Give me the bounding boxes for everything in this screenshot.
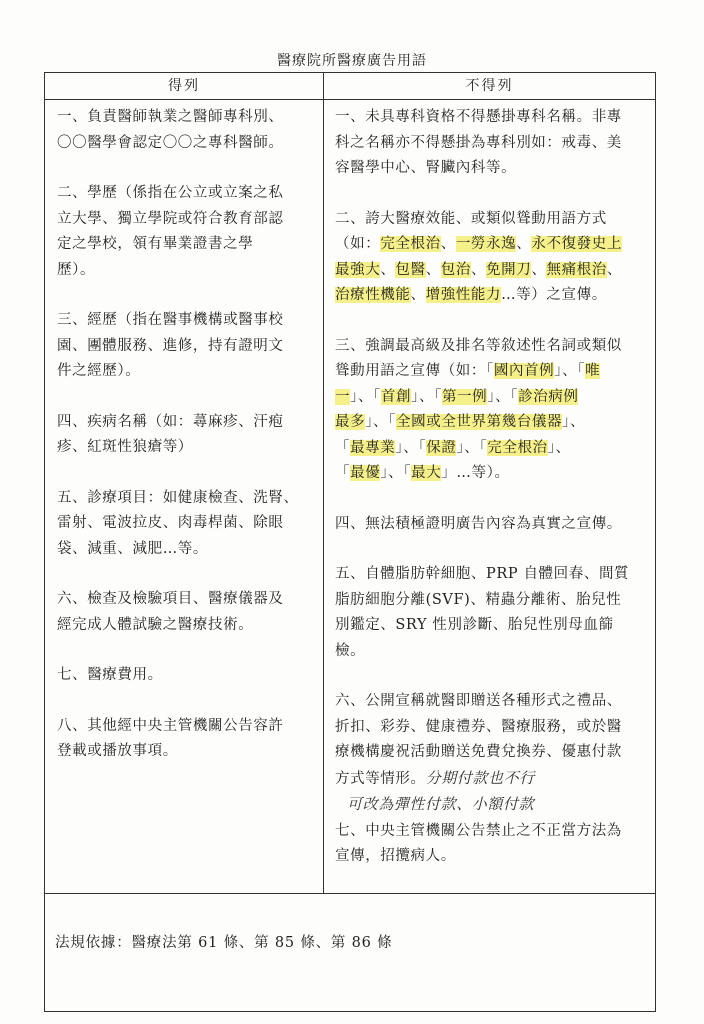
- header-forbidden: 不得列: [465, 78, 514, 94]
- allowed-item-2: [57, 181, 317, 283]
- highlight-phrase: 治療性機能: [335, 287, 411, 303]
- forbidden-item-3-line-2: 聳動用語之宣傳（如：「國內首例」、「唯: [335, 363, 601, 379]
- forbidden-item-1: [335, 105, 649, 182]
- allowed-item-6-line-2: 經完成人體試驗之醫療技術。: [57, 616, 254, 633]
- forbidden-item-3-line-1: 三、強調最高級及排名等敘述性名詞或類似: [335, 337, 622, 354]
- highlight-phrase: 完全根治: [380, 236, 441, 252]
- highlight-phrase: 最專業: [350, 439, 396, 456]
- forbidden-item-7-line-2: 宣傳，招攬病人。: [335, 848, 456, 864]
- highlight-phrase: 包醫: [395, 261, 426, 278]
- allowed-item-3-line-2: 園、團體服務、進修，持有證明文: [57, 337, 284, 354]
- allowed-item-1-line-2: 〇〇醫學會認定〇〇之專科醫師。: [57, 134, 284, 151]
- allowed-item-5-line-2: 雷射、電波拉皮、肉毒桿菌、除眼: [57, 515, 284, 531]
- ad-terms-table: [44, 72, 656, 1012]
- allowed-item-1-line-1: 一、負責醫師執業之醫師專科別、: [57, 109, 284, 125]
- forbidden-item-6-line-2: 折扣、彩券、健康禮券、醫療服務，或於醫: [335, 718, 622, 735]
- forbidden-item-2: [335, 207, 649, 309]
- document-title: 醫療院所醫療廣告用語: [277, 53, 427, 69]
- forbidden-item-1-line-2: 科之名稱亦不得懸掛為專科別如：戒毒、美: [335, 134, 622, 151]
- column-divider: [323, 73, 324, 893]
- forbidden-item-3-line-3: 一」、「首創」、「第一例」、「診治病例: [335, 388, 579, 405]
- highlight-phrase: 唯: [585, 363, 601, 379]
- allowed-item-5-line-1: 五、診療項目：如健康檢查、洗腎、: [57, 489, 299, 506]
- allowed-item-2-line-4: 歷）。: [57, 261, 96, 278]
- handwritten-note-2: 可改為彈性付款、小額付款: [347, 795, 535, 813]
- forbidden-item-3-line-6: 「最優」、「最大」…等）。: [335, 465, 510, 481]
- allowed-item-8: [57, 714, 317, 765]
- allowed-item-3-line-3: 件之經歷）。: [57, 363, 141, 379]
- handwritten-note-1: 分期付款也不行: [425, 768, 535, 787]
- allowed-item-4-line-2: 疹、紅斑性狼瘡等）: [57, 439, 193, 455]
- highlight-phrase: 最強大: [335, 261, 381, 278]
- highlight-phrase: 診治病例: [518, 388, 579, 405]
- allowed-item-2-line-1: 二、學歷（係指在公立或立案之私: [57, 185, 284, 201]
- highlight-phrase: 第一例: [441, 388, 488, 405]
- highlight-phrase: 國內首例: [493, 363, 555, 379]
- forbidden-item-7-line-1: 七、中央主管機關公告禁止之不正當方法為: [335, 822, 622, 839]
- forbidden-item-3-line-4: 最多」、「全國或全世界第幾台儀器」、: [335, 414, 586, 430]
- forbidden-item-2-line-4: 治療性機能、增強性能力…等）之宣傳。: [335, 287, 607, 303]
- forbidden-item-1-line-1: 一、未具專科資格不得懸掛專科名稱。非專: [335, 109, 622, 125]
- allowed-item-7-line-1: 七、醫療費用。: [57, 667, 163, 683]
- highlight-phrase: 永不復發史上: [531, 236, 622, 252]
- highlight-phrase: 全國或全世界第幾台儀器: [396, 414, 563, 430]
- forbidden-item-1-line-3: 容醫學中心、腎臟內科等。: [335, 160, 517, 176]
- highlight-phrase: 增強性能力: [425, 287, 502, 303]
- highlight-phrase: 最優: [350, 465, 381, 481]
- highlight-phrase: 免開刀: [486, 261, 532, 278]
- allowed-item-6-line-1: 六、檢查及檢驗項目、醫療儀器及: [57, 591, 284, 607]
- allowed-item-4-line-1: 四、疾病名稱（如：蕁麻疹、汗疱: [57, 413, 284, 430]
- highlight-phrase: 一勞永逸: [455, 236, 517, 252]
- allowed-item-8-line-2: 登載或播放事項。: [57, 743, 178, 759]
- allowed-item-3: [57, 308, 317, 385]
- highlight-phrase: 最大: [411, 465, 442, 481]
- forbidden-item-2-line-2: （如：完全根治、一勞永逸、永不復發史上: [335, 236, 622, 252]
- highlight-phrase: 首創: [380, 388, 412, 405]
- forbidden-item-6-line-1: 六、公開宣稱就醫即贈送各種形式之禮品、: [335, 693, 622, 709]
- forbidden-item-6-line-3: 療機構慶祝活動贈送免費兌換券、優惠付款: [335, 744, 622, 760]
- forbidden-item-5-line-3: 別鑑定、SRY 性別診斷、胎兒性別母血篩: [335, 617, 614, 633]
- allowed-item-4: [57, 410, 317, 461]
- forbidden-item-6-line-4: 方式等情形。分期付款也不行: [335, 768, 535, 787]
- allowed-item-1: [57, 105, 317, 156]
- allowed-item-5: [57, 486, 317, 563]
- highlight-phrase: 無痛根治: [546, 261, 607, 278]
- forbidden-item-2-line-1: 二、誇大醫療效能、或類似聳動用語方式: [335, 210, 607, 227]
- forbidden-item-4-line-1: 四、無法積極證明廣告內容為真實之宣傳。: [335, 515, 622, 532]
- highlight-phrase: 一: [335, 388, 351, 405]
- allowed-item-7: [57, 663, 317, 689]
- allowed-item-2-line-2: 立大學、獨立學院或符合教育部認: [57, 210, 284, 227]
- forbidden-item-3: [335, 334, 649, 487]
- allowed-column: [57, 105, 317, 765]
- highlight-phrase: 包治: [440, 261, 471, 278]
- forbidden-item-5-line-2: 脂肪細胞分離(SVF)、精蟲分離術、胎兒性: [335, 591, 622, 608]
- forbidden-item-4: [335, 512, 649, 538]
- forbidden-item-5-line-4: 檢。: [335, 642, 366, 659]
- header-allowed: 得列: [168, 78, 200, 94]
- forbidden-item-7: [335, 819, 649, 870]
- allowed-item-5-line-3: 袋、減重、減肥…等。: [57, 540, 208, 557]
- forbidden-item-6: [335, 689, 649, 819]
- forbidden-item-6-line-5: [335, 792, 649, 819]
- allowed-item-8-line-1: 八、其他經中央主管機關公告容許: [57, 717, 284, 734]
- allowed-item-6: [57, 587, 317, 638]
- legal-basis: 法規依據：醫療法第 61 條、第 85 條、第 86 條: [55, 935, 393, 951]
- forbidden-item-5: [335, 562, 649, 664]
- table-bottom-divider: [45, 893, 655, 894]
- forbidden-item-2-line-3: 最強大、包醫、包治、免開刀、無痛根治、: [335, 261, 622, 278]
- highlight-phrase: 完全根治: [487, 439, 548, 456]
- allowed-item-2-line-3: 定之學校，領有畢業證書之學: [57, 236, 254, 252]
- highlight-phrase: 最多: [335, 414, 366, 430]
- highlight-phrase: 保證: [426, 439, 457, 456]
- forbidden-item-5-line-1: 五、自體脂肪幹細胞、PRP 自體回春、間質: [335, 566, 630, 582]
- forbidden-column: [335, 105, 649, 870]
- header-divider: [45, 99, 655, 100]
- forbidden-item-3-line-5: 「最專業」、「保證」、「完全根治」、: [335, 439, 571, 456]
- allowed-item-3-line-1: 三、經歷（指在醫事機構或醫事校: [57, 312, 284, 328]
